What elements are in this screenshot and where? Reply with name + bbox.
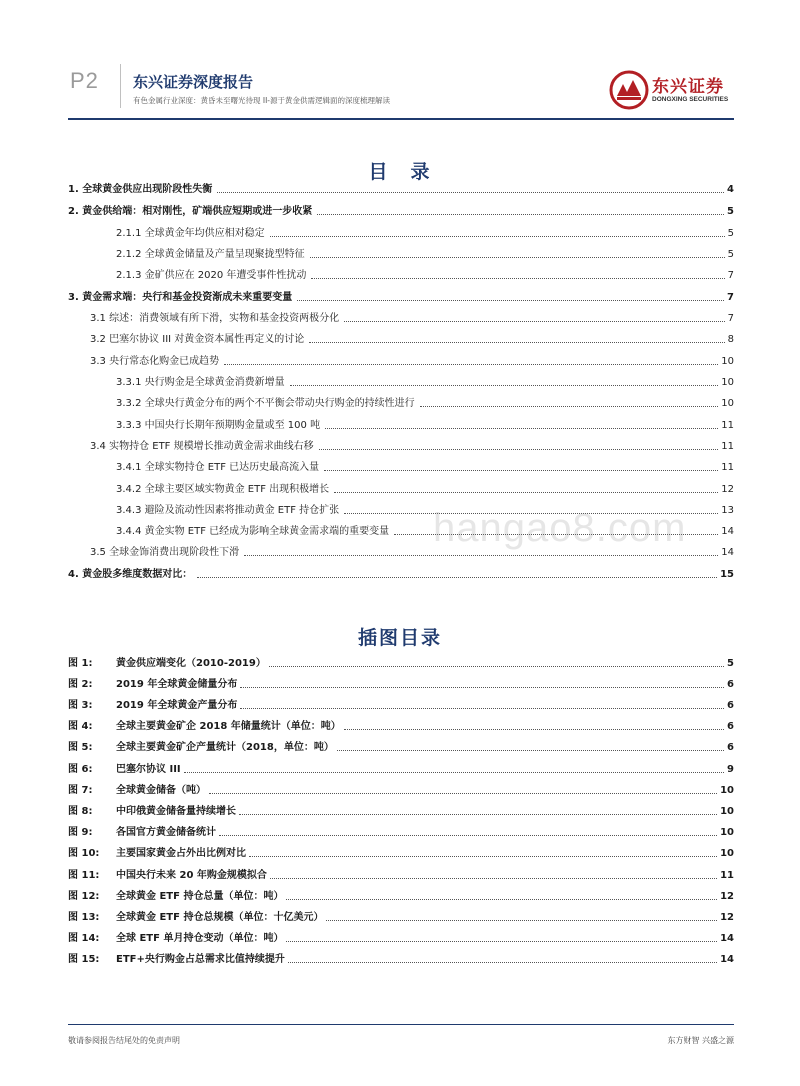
toc-entry-label: 3. 黄金需求端：央行和基金投资渐成未来重要变量 — [68, 292, 293, 303]
toc-entry[interactable] — [90, 352, 734, 368]
toc-entry[interactable] — [116, 224, 734, 240]
footer-rule — [68, 1024, 734, 1025]
figure-number: 图 12: — [68, 891, 100, 902]
figure-leader-dots — [326, 919, 717, 921]
toc-leader-dots — [244, 554, 718, 556]
header-rule — [68, 118, 734, 120]
figure-page: 9 — [727, 764, 734, 775]
figure-page: 10 — [720, 827, 734, 838]
report-title: 东兴证券深度报告 — [133, 73, 254, 91]
figure-number: 图 11: — [68, 870, 100, 881]
toc-entry[interactable] — [116, 480, 734, 496]
figure-leader-dots — [240, 707, 724, 709]
figure-leader-dots — [239, 813, 717, 815]
toc-entry[interactable] — [68, 288, 734, 304]
page-header — [0, 0, 800, 125]
toc-entry-page: 14 — [721, 526, 734, 537]
toc-leader-dots — [297, 299, 724, 301]
figure-label: 全球 ETF 单月持仓变动（单位：吨） — [116, 933, 284, 944]
figure-leader-dots — [184, 771, 724, 773]
toc-entry-page: 5 — [727, 206, 734, 217]
toc-leader-dots — [270, 235, 725, 237]
toc-entry-label: 3.4 实物持仓 ETF 规模增长推动黄金需求曲线右移 — [90, 441, 314, 452]
figure-number: 图 3: — [68, 700, 93, 711]
figure-number: 图 7: — [68, 785, 93, 796]
figure-entry[interactable] — [68, 802, 734, 818]
figure-entry[interactable] — [68, 929, 734, 945]
figure-page: 6 — [727, 742, 734, 753]
toc-entry[interactable] — [116, 394, 734, 410]
toc-entry[interactable] — [116, 458, 734, 474]
figure-entry[interactable] — [68, 760, 734, 776]
figure-label: 全球黄金 ETF 持仓总规模（单位：十亿美元） — [116, 912, 324, 923]
toc-leader-dots — [334, 491, 718, 493]
figure-entry[interactable] — [68, 654, 734, 670]
toc-entry[interactable] — [68, 180, 734, 196]
figure-page: 10 — [720, 806, 734, 817]
toc-entry-page: 7 — [727, 292, 734, 303]
dongxing-logo-icon — [609, 70, 649, 110]
toc-entry-page: 10 — [721, 356, 734, 367]
figure-page: 10 — [720, 848, 734, 859]
figure-entry[interactable] — [68, 823, 734, 839]
toc-entry-label: 3.4.4 黄金实物 ETF 已经成为影响全球黄金需求端的重要变量 — [116, 526, 390, 537]
toc-entry-page: 14 — [721, 547, 734, 558]
toc-entry-page: 5 — [727, 249, 734, 260]
figure-number: 图 13: — [68, 912, 100, 923]
toc-entry-label: 3.3 央行常态化购金已成趋势 — [90, 356, 220, 367]
toc-leader-dots — [290, 384, 719, 386]
toc-entry[interactable] — [68, 565, 734, 581]
logo-english-text: DONGXING SECURITIES — [652, 96, 729, 103]
figures-title: 插图目录 — [357, 627, 442, 649]
toc-entry-page: 10 — [721, 398, 734, 409]
toc-title: 目 录 — [368, 161, 432, 183]
figure-entry[interactable] — [68, 781, 734, 797]
toc-leader-dots — [344, 320, 725, 322]
page-number: P2 — [70, 68, 99, 93]
footer-disclaimer: 敬请参阅报告结尾处的免责声明 — [68, 1036, 180, 1045]
figure-entry[interactable] — [68, 866, 734, 882]
figure-label: 中国央行未来 20 年购金规模拟合 — [116, 870, 267, 881]
figure-leader-dots — [337, 749, 724, 751]
toc-entry-page: 13 — [721, 505, 734, 516]
toc-entry-label: 2.1.3 金矿供应在 2020 年遭受事件性扰动 — [116, 270, 307, 281]
figure-number: 图 14: — [68, 933, 100, 944]
toc-entry-label: 3.5 全球金饰消费出现阶段性下滑 — [90, 547, 240, 558]
toc-entry-label: 2.1.1 全球黄金年均供应相对稳定 — [116, 228, 265, 239]
figure-number: 图 9: — [68, 827, 93, 838]
toc-leader-dots — [324, 469, 718, 471]
toc-entry-label: 3.3.1 央行购金是全球黄金消费新增量 — [116, 377, 285, 388]
figure-leader-dots — [270, 877, 717, 879]
figure-number: 图 1: — [68, 658, 93, 669]
toc-entry-page: 7 — [727, 270, 734, 281]
figure-label: 2019 年全球黄金储量分布 — [116, 679, 238, 690]
toc-entry-page: 10 — [721, 377, 734, 388]
figure-number: 图 5: — [68, 742, 93, 753]
figure-label: 全球主要黄金矿企 2018 年储量统计（单位：吨） — [116, 721, 341, 732]
toc-entry[interactable] — [90, 309, 734, 325]
figure-label: 全球主要黄金矿企产量统计（2018，单位：吨） — [116, 742, 334, 753]
toc-entry-label: 3.3.2 全球央行黄金分布的两个不平衡会带动央行购金的持续性进行 — [116, 398, 415, 409]
figure-entry[interactable] — [68, 844, 734, 860]
figure-label: 2019 年全球黄金产量分布 — [116, 700, 238, 711]
figure-entry[interactable] — [68, 908, 734, 924]
toc-entry-page: 7 — [727, 313, 734, 324]
figure-page: 12 — [720, 912, 734, 923]
report-subtitle: 有色金属行业深度：黄昏未至曙光待现 II-源于黄金供需逻辑面的深度梳理解读 — [133, 96, 391, 105]
toc-leader-dots — [224, 363, 718, 365]
toc-entry-label: 3.1 综述：消费领域有所下滑，实物和基金投资两极分化 — [90, 313, 340, 324]
figure-page: 6 — [727, 700, 734, 711]
logo-chinese-text: 东兴证券 — [652, 77, 724, 97]
figure-number: 图 4: — [68, 721, 93, 732]
watermark: hangao8.com — [433, 506, 687, 550]
toc-leader-dots — [325, 427, 718, 429]
figure-number: 图 15: — [68, 954, 100, 965]
toc-entry-label: 4. 黄金股多维度数据对比： — [68, 569, 193, 580]
figure-entry[interactable] — [68, 717, 734, 733]
figure-label: 巴塞尔协议 III — [116, 764, 181, 775]
figure-number: 图 8: — [68, 806, 93, 817]
figure-page: 14 — [720, 954, 734, 965]
figure-leader-dots — [219, 834, 717, 836]
toc-entry-label: 3.4.3 避险及流动性因素将推动黄金 ETF 持仓扩张 — [116, 505, 340, 516]
figure-leader-dots — [249, 855, 717, 857]
toc-entry-page: 12 — [721, 484, 734, 495]
figure-leader-dots — [286, 940, 717, 942]
figure-label: 中印俄黄金储备量持续增长 — [116, 806, 236, 817]
header-divider — [120, 64, 121, 108]
toc-entry-label: 1. 全球黄金供应出现阶段性失衡 — [68, 184, 213, 195]
toc-entry[interactable] — [116, 416, 734, 432]
figure-entry[interactable] — [68, 738, 734, 754]
toc-entry-label: 2. 黄金供给端：相对刚性，矿端供应短期或进一步收紧 — [68, 206, 313, 217]
toc-entry[interactable] — [90, 330, 734, 346]
toc-leader-dots — [311, 277, 724, 279]
figure-leader-dots — [209, 792, 717, 794]
toc-entry-page: 8 — [727, 334, 734, 345]
toc-entry-page: 11 — [721, 462, 734, 473]
toc-entry-page: 5 — [727, 228, 734, 239]
toc-entry-page: 4 — [727, 184, 734, 195]
toc-leader-dots — [310, 256, 725, 258]
figure-number: 图 2: — [68, 679, 93, 690]
toc-leader-dots — [319, 448, 719, 450]
figure-entry[interactable] — [68, 887, 734, 903]
toc-leader-dots — [420, 405, 719, 407]
figure-page: 11 — [720, 870, 734, 881]
toc-entry-page: 11 — [721, 420, 734, 431]
figure-page: 14 — [720, 933, 734, 944]
toc-entry-label: 3.4.2 全球主要区域实物黄金 ETF 出现积极增长 — [116, 484, 330, 495]
figure-page: 6 — [727, 721, 734, 732]
toc-entry[interactable] — [90, 437, 734, 453]
figure-page: 5 — [727, 658, 734, 669]
figure-leader-dots — [288, 961, 717, 963]
toc-leader-dots — [309, 341, 724, 343]
toc-entry[interactable] — [116, 245, 734, 261]
figure-label: 各国官方黄金储备统计 — [116, 827, 216, 838]
footer-slogan: 东方财智 兴盛之源 — [667, 1036, 734, 1045]
figure-page: 10 — [720, 785, 734, 796]
toc-entry[interactable] — [116, 373, 734, 389]
toc-entry-label: 3.3.3 中国央行长期年预期购金量或至 100 吨 — [116, 420, 321, 431]
toc-entry[interactable] — [68, 202, 734, 218]
figure-entry[interactable] — [68, 696, 734, 712]
figure-label: ETF+央行购金占总需求比值持续提升 — [116, 954, 285, 965]
figure-leader-dots — [269, 665, 724, 667]
toc-entry-page: 11 — [721, 441, 734, 452]
figure-leader-dots — [240, 686, 724, 688]
figure-number: 图 10: — [68, 848, 100, 859]
figure-label: 全球黄金储备（吨） — [116, 785, 206, 796]
figure-entry[interactable] — [68, 950, 734, 966]
toc-entry-page: 15 — [720, 569, 734, 580]
company-logo — [609, 70, 731, 114]
toc-entry[interactable] — [116, 266, 734, 282]
toc-entry-label: 2.1.2 全球黄金储量及产量呈现聚拢型特征 — [116, 249, 305, 260]
figure-number: 图 6: — [68, 764, 93, 775]
toc-leader-dots — [317, 213, 724, 215]
figure-leader-dots — [344, 728, 724, 730]
toc-leader-dots — [197, 576, 717, 578]
figure-leader-dots — [286, 898, 717, 900]
figure-label: 黄金供应端变化（2010-2019） — [116, 658, 266, 669]
toc-entry-label: 3.2 巴塞尔协议 III 对黄金资本属性再定义的讨论 — [90, 334, 305, 345]
figure-entry[interactable] — [68, 675, 734, 691]
figure-page: 12 — [720, 891, 734, 902]
figure-label: 全球黄金 ETF 持仓总量（单位：吨） — [116, 891, 284, 902]
toc-entry-label: 3.4.1 全球实物持仓 ETF 已达历史最高流入量 — [116, 462, 320, 473]
figure-label: 主要国家黄金占外出比例对比 — [116, 848, 246, 859]
toc-leader-dots — [217, 191, 724, 193]
figure-page: 6 — [727, 679, 734, 690]
